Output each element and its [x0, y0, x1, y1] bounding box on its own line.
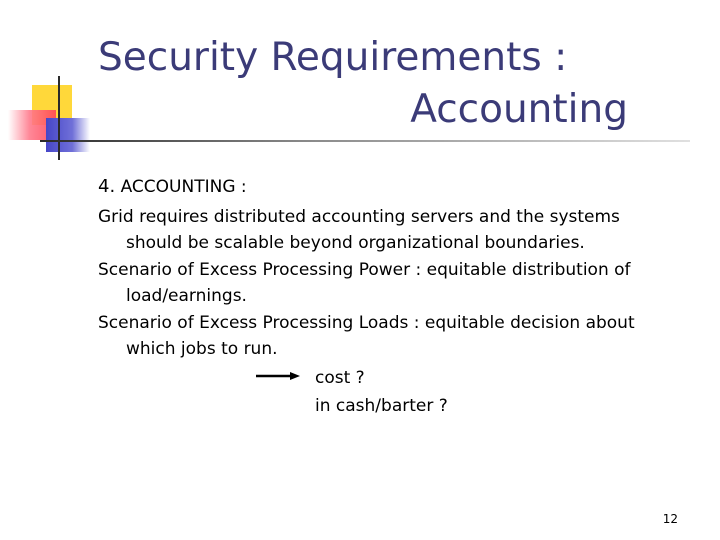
arrow-item: cost ? — [315, 368, 365, 388]
title-line-1: Security Requirements : — [98, 35, 568, 80]
arrow-items — [315, 364, 448, 420]
decor-blue-square — [46, 118, 90, 152]
right-arrow-icon — [256, 369, 300, 383]
section-heading — [98, 174, 678, 201]
section-number: 4. — [98, 176, 116, 197]
page-number: 12 — [662, 512, 678, 526]
paragraph: Scenario of Excess Processing Loads : equitable decision about which jobs to run. — [98, 312, 635, 359]
slide-body — [98, 174, 678, 363]
slide-title — [98, 32, 658, 136]
section-heading-text: ACCOUNTING : — [120, 177, 247, 197]
decor-vertical-rule — [58, 76, 60, 160]
paragraph: Scenario of Excess Processing Power : equitable distribution of load/earnings. — [98, 259, 631, 306]
title-line-2: Accounting — [410, 87, 628, 132]
title-underline — [40, 140, 690, 142]
arrow-item: in cash/barter ? — [315, 396, 448, 416]
paragraph: Grid requires distributed accounting servers and the systems should be scalable beyond organizational boundaries. — [98, 206, 620, 253]
